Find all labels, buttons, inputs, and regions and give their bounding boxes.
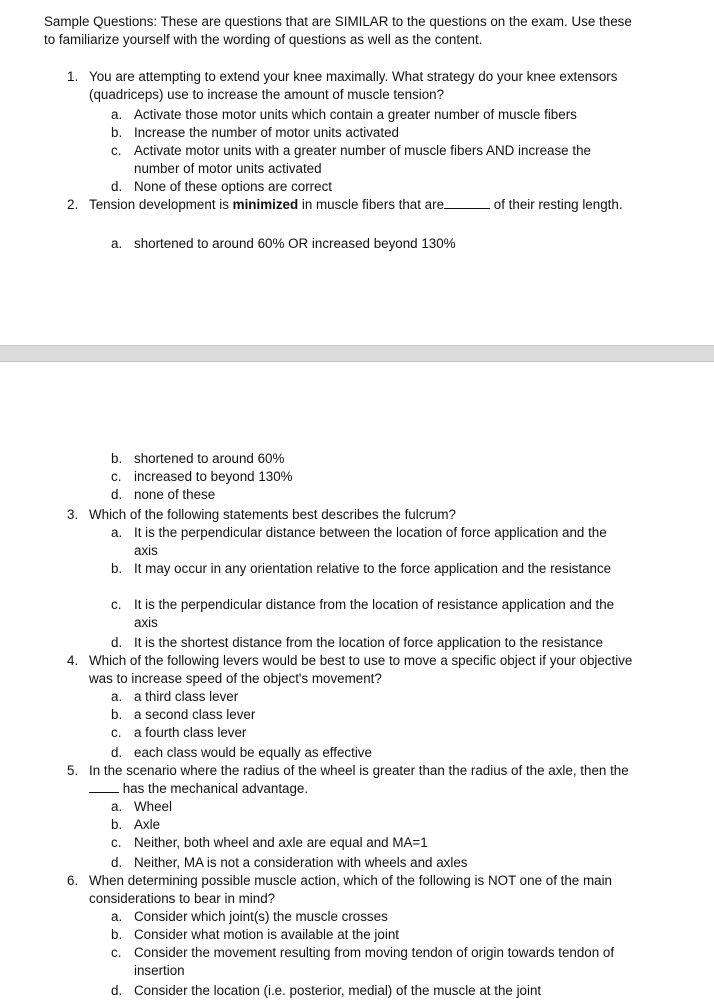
option-text: Wheel (134, 799, 172, 814)
question-3-option-d (111, 634, 631, 652)
option-text: each class would be equally as effective (134, 745, 372, 760)
question-2 (67, 196, 647, 214)
option-letter: d. (111, 487, 123, 502)
question-number: 3. (67, 507, 79, 522)
option-letter: c. (111, 725, 122, 740)
option-letter: b. (111, 561, 123, 576)
option-text: shortened to around 60% (134, 451, 285, 466)
option-letter: c. (111, 835, 122, 850)
question-5-option-c (111, 834, 631, 852)
option-text: Activate motor units with a greater number of muscle fibers AND increase the number of motor units activated (134, 143, 591, 176)
document-page-2 (0, 362, 714, 1002)
question-6-option-b (111, 926, 631, 944)
question-3-option-b (111, 560, 631, 578)
question-text: Tension development is minimized in muscle fibers that are of their resting length. (89, 197, 623, 212)
question-2-option-d (111, 486, 631, 504)
option-letter: b. (111, 927, 123, 942)
question-number: 5. (67, 763, 79, 778)
question-text: In the scenario where the radius of the wheel is greater than the radius of the axle, then the has the mechanical advantage. (89, 763, 629, 796)
question-number: 4. (67, 653, 79, 668)
question-number: 6. (67, 873, 79, 888)
question-1-option-d (111, 178, 631, 196)
question-5-option-a (111, 798, 631, 816)
option-text: Consider the movement resulting from moving tendon of origin towards tendon of insertion (134, 945, 615, 978)
question-text: You are attempting to extend your knee maximally. What strategy do your knee extensors (quadriceps) use to increase the amount of muscle tension? (89, 69, 618, 102)
question-1-option-c (111, 142, 631, 178)
question-number: 1. (67, 69, 79, 84)
option-text: a second class lever (134, 707, 256, 722)
option-letter: d. (111, 983, 123, 998)
question-text: When determining possible muscle action, which of the following is NOT one of the main considerations to bear in mind? (89, 873, 612, 906)
option-letter: d. (111, 745, 123, 760)
intro-paragraph: Sample Questions: These are questions that are SIMILAR to the questions on the exam. Use these to familiarize yourself with the wording of questions as well as the content. (44, 14, 632, 47)
option-text: none of these (134, 487, 216, 502)
option-text: Axle (134, 817, 161, 832)
question-1-option-a (111, 106, 631, 124)
question-4-option-d (111, 744, 631, 762)
option-text: Activate those motor units which contain a greater number of muscle fibers (134, 107, 577, 122)
option-letter: c. (111, 597, 122, 612)
option-letter: b. (111, 707, 123, 722)
option-letter: c. (111, 143, 122, 158)
option-letter: d. (111, 179, 123, 194)
option-text: a fourth class lever (134, 725, 247, 740)
question-4-option-a (111, 688, 631, 706)
question-6-option-d (111, 982, 631, 1000)
question-2-option-b (111, 450, 631, 468)
option-letter: c. (111, 945, 122, 960)
option-text: It is the shortest distance from the location of force application to the resistance (134, 635, 603, 650)
option-letter: b. (111, 451, 123, 466)
question-3-option-a (111, 524, 631, 560)
option-letter: a. (111, 799, 123, 814)
option-text: Consider which joint(s) the muscle crosses (134, 909, 388, 924)
option-letter: c. (111, 469, 122, 484)
option-text: Neither, MA is not a consideration with wheels and axles (134, 855, 468, 870)
emphasis-word: minimized (232, 197, 299, 212)
question-5 (67, 762, 647, 798)
question-4 (67, 652, 647, 688)
option-text: Consider what motion is available at the joint (134, 927, 399, 942)
option-letter: a. (111, 107, 123, 122)
page-break-gap (0, 345, 714, 362)
answer-blank (444, 196, 490, 209)
question-number: 2. (67, 197, 79, 212)
option-letter: a. (111, 236, 123, 251)
question-6-option-c (111, 944, 631, 980)
option-letter: d. (111, 635, 123, 650)
question-4-option-b (111, 706, 631, 724)
option-text: Increase the number of motor units activated (134, 125, 399, 140)
question-2-option-a (111, 235, 631, 253)
option-letter: a. (111, 909, 123, 924)
question-3 (67, 506, 647, 524)
option-letter: a. (111, 525, 123, 540)
question-3-option-c (111, 596, 631, 632)
question-5-option-d (111, 854, 631, 872)
option-letter: a. (111, 689, 123, 704)
option-text: shortened to around 60% OR increased beyond 130% (134, 236, 456, 251)
question-text: Which of the following levers would be best to use to move a specific object if your objective was to increase speed of the object's movement? (89, 653, 633, 686)
question-4-option-c (111, 724, 631, 742)
option-letter: b. (111, 125, 123, 140)
question-2-option-c (111, 468, 631, 486)
option-text: a third class lever (134, 689, 239, 704)
question-1-option-b (111, 124, 631, 142)
document-page-1 (0, 0, 714, 345)
option-text: None of these options are correct (134, 179, 332, 194)
question-6-option-a (111, 908, 631, 926)
answer-blank (89, 780, 119, 793)
option-letter: b. (111, 817, 123, 832)
question-5-option-b (111, 816, 631, 834)
option-text: It is the perpendicular distance between the location of force application and the axis (134, 525, 607, 558)
option-text: Consider the location (i.e. posterior, medial) of the muscle at the joint (134, 983, 542, 998)
option-text: It may occur in any orientation relative to the force application and the resistance (134, 561, 612, 576)
option-letter: d. (111, 855, 123, 870)
question-1 (67, 68, 647, 104)
option-text: It is the perpendicular distance from the location of resistance application and the axis (134, 597, 615, 630)
question-text: Which of the following statements best describes the fulcrum? (89, 507, 456, 522)
option-text: increased to beyond 130% (134, 469, 293, 484)
question-6 (67, 872, 647, 908)
option-text: Neither, both wheel and axle are equal and MA=1 (134, 835, 428, 850)
